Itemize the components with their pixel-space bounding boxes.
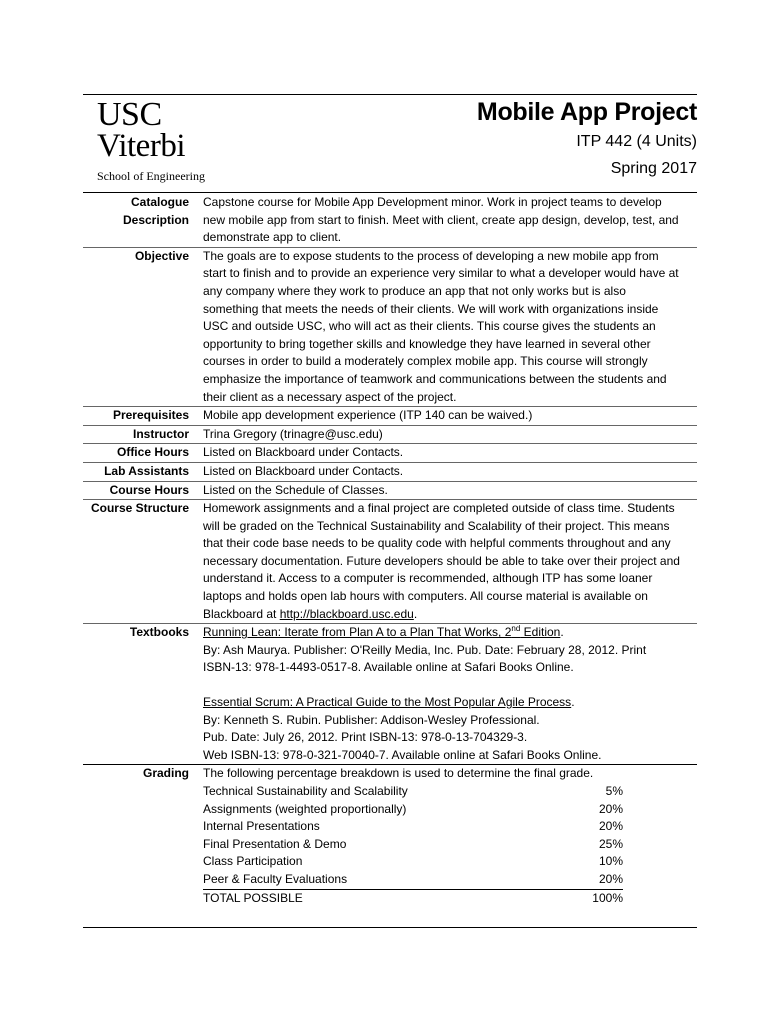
grade-item-name: Peer & Faculty Evaluations <box>203 871 348 886</box>
book1-title <box>203 625 560 639</box>
book2-line4: Web ISBN-13: 978-0-321-70040-7. Available online at Safari Books Online. <box>203 747 602 762</box>
book-gap <box>203 677 684 694</box>
grade-item-name: Assignments (weighted proportionally) <box>203 801 407 816</box>
book1-end: . <box>560 625 564 640</box>
book2-end: . <box>571 695 575 710</box>
grade-row <box>203 818 623 836</box>
book1-sup: nd <box>511 624 521 634</box>
book2-line3: Pub. Date: July 26, 2012. Print ISBN-13: 978-0-13-704329-3. <box>203 730 528 745</box>
header-top-rule <box>83 94 697 95</box>
book2-title-line <box>203 694 684 712</box>
book1-line2: By: Ash Maurya. Publisher: O'Reilly Media, Inc. Pub. Date: February 28, 2012. Print <box>203 642 647 657</box>
value-office-hours: Listed on Blackboard under Contacts. <box>203 445 404 460</box>
grade-total-name: TOTAL POSSIBLE <box>203 890 303 905</box>
book2-line2: By: Kenneth S. Rubin. Publisher: Addison-Wesley Professional. <box>203 712 540 727</box>
grade-row <box>203 853 623 871</box>
syllabus-table <box>83 194 697 907</box>
row-office-hours <box>83 444 697 463</box>
label-grading: Grading <box>142 766 189 781</box>
label-instructor: Instructor <box>132 426 189 441</box>
row-course-hours <box>83 482 697 501</box>
grade-item-pct: 20% <box>598 871 623 886</box>
grade-item-pct: 20% <box>598 819 623 834</box>
label-course-hours: Course Hours <box>109 482 189 497</box>
grade-item-pct: 10% <box>598 854 623 869</box>
book2-title: Essential Scrum: A Practical Guide to the Most Popular Agile Process <box>203 695 572 710</box>
row-textbooks <box>83 624 697 765</box>
row-prerequisites <box>83 407 697 426</box>
logo-usc: USC <box>97 96 162 133</box>
grade-item-name: Class Participation <box>203 854 303 869</box>
row-course-structure <box>83 500 697 624</box>
label-prerequisites: Prerequisites <box>112 408 189 423</box>
grade-total-row <box>203 890 623 908</box>
grade-item-pct: 20% <box>598 801 623 816</box>
grade-item-name: Internal Presentations <box>203 819 320 834</box>
value-prerequisites: Mobile app development experience (ITP 140 can be waived.) <box>203 408 533 423</box>
header-title-block <box>477 96 697 182</box>
grading-table <box>203 783 623 907</box>
grade-item-pct: 5% <box>605 784 623 798</box>
value-grading <box>203 765 684 907</box>
label-office-hours: Office Hours <box>116 445 189 460</box>
label-catalogue: Catalogue Description <box>122 195 189 227</box>
book1-title-a: Running Lean: Iterate from Plan A to a Plan That Works, 2 <box>203 625 512 640</box>
value-catalogue: Capstone course for Mobile App Development minor. Work in project teams to develop new mobile app from start to finish. Meet with client, create app design, develop, test, and demonstrate app to client. <box>203 195 679 245</box>
book1-title-line <box>203 624 684 642</box>
value-course-structure <box>203 500 684 623</box>
usc-viterbi-logo <box>97 96 217 184</box>
logo-school: School of Engineering <box>97 169 205 183</box>
grade-row <box>203 836 623 854</box>
course-term: Spring 2017 <box>610 160 697 177</box>
row-catalogue <box>83 194 697 248</box>
grade-row <box>203 801 623 819</box>
bottom-rule <box>83 927 697 928</box>
course-structure-text: Homework assignments and a final project are completed outside of class time. Students will be graded on the Technical Sustainability and Scalability of their project. This means that their code base needs to be quality code with helpful comments throughout and any necessary documentation. Future developers should be able to take over their project and understand it. Access to a computer is recommended, although ITP has some loaner laptops and holds open lab hours with computers. All course material is available on Blackboard at <box>203 501 680 621</box>
label-objective: Objective <box>134 248 189 263</box>
grade-row <box>203 871 623 890</box>
grade-total-pct: 100% <box>592 890 623 905</box>
grade-item-name: Final Presentation & Demo <box>203 836 347 851</box>
grade-row <box>203 783 623 801</box>
grade-item-pct: 25% <box>598 836 623 851</box>
value-objective: The goals are to expose students to the process of developing a new mobile app from start to finish and to provide an experience very similar to what a developer would have at any company where they work to produce an app that not only works but is also something that meets the needs of their clients. We will work with organizations inside USC and outside USC, who will act as their clients. This course gives the students an opportunity to bring together skills and knowledge they have learned in several other courses in order to build a moderately complex mobile app. This course will strongly emphasize the importance of teamwork and communications between the students and their client as a necessary aspect of the project. <box>203 248 679 404</box>
row-objective <box>83 248 697 407</box>
grade-item-name: Technical Sustainability and Scalability <box>203 784 408 798</box>
label-course-structure: Course Structure <box>90 501 189 516</box>
logo-viterbi: Viterbi <box>97 128 185 164</box>
course-code: ITP 442 (4 Units) <box>576 133 697 150</box>
blackboard-link[interactable]: http://blackboard.usc.edu <box>279 606 414 621</box>
book1-line3: ISBN-13: 978-1-4493-0517-8. Available online at Safari Books Online. <box>203 660 574 675</box>
row-instructor <box>83 426 697 445</box>
value-textbooks <box>203 624 684 764</box>
value-lab-assistants: Listed on Blackboard under Contacts. <box>203 463 404 478</box>
value-instructor: Trina Gregory (trinagre@usc.edu) <box>203 426 383 441</box>
book1-title-b: Edition <box>520 625 561 640</box>
grading-intro: The following percentage breakdown is used to determine the final grade. <box>203 766 594 781</box>
label-textbooks: Textbooks <box>129 625 189 640</box>
course-structure-end: . <box>413 606 418 621</box>
row-grading <box>83 765 697 907</box>
label-lab-assistants: Lab Assistants <box>104 463 189 478</box>
row-lab-assistants <box>83 463 697 482</box>
header-bottom-rule <box>83 192 697 193</box>
value-course-hours: Listed on the Schedule of Classes. <box>203 482 388 497</box>
page-title: Mobile App Project <box>476 98 697 126</box>
